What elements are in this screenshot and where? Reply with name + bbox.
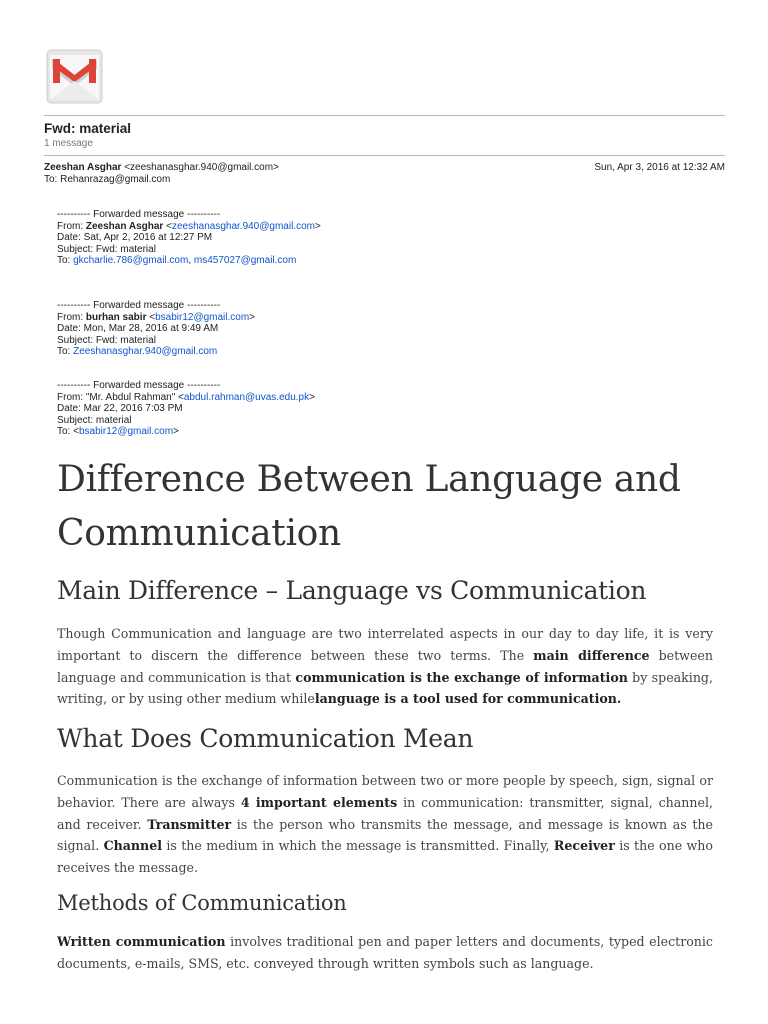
forward-to: To: <bsabir12@gmail.com> xyxy=(57,426,179,438)
forward-date: Date: Mar 22, 2016 7:03 PM xyxy=(57,403,183,415)
message-header xyxy=(44,162,725,186)
forward-subject: Subject: material xyxy=(57,414,132,426)
forwarded-message-1 xyxy=(57,209,321,267)
sender-name: Zeeshan Asghar xyxy=(44,162,122,173)
forward-subject: Subject: Fwd: material xyxy=(57,243,156,255)
forwarded-message-3 xyxy=(57,380,315,438)
from-email-link[interactable]: bsabir12@gmail.com xyxy=(155,311,250,323)
to-email-link[interactable]: bsabir12@gmail.com xyxy=(78,426,174,438)
email-subject: Fwd: material xyxy=(44,121,132,136)
sender-email: <zeeshanasghar.940@gmail.com> xyxy=(124,162,279,173)
subject-divider xyxy=(44,155,725,156)
forward-to: To: Zeeshanasghar.940@gmail.com xyxy=(57,346,218,358)
forward-banner: ---------- Forwarded message ---------- xyxy=(57,209,221,220)
recipient-line: To: Rehanrazag@gmail.com xyxy=(44,174,171,185)
forward-to: To: gkcharlie.786@gmail.com, ms457027@gmail.com xyxy=(57,255,297,267)
paragraph-written-communication: Written communication involves traditional pen and paper letters and documents, typed electronic documents, e-mails, SMS, etc. conveyed through written symbols such as language. xyxy=(57,934,713,971)
to-email-link[interactable]: ms457027@gmail.com xyxy=(193,255,297,267)
to-email-link[interactable]: gkcharlie.786@gmail.com xyxy=(73,255,189,267)
from-email-link[interactable]: zeeshanasghar.940@gmail.com xyxy=(171,220,315,232)
forward-from: From: "Mr. Abdul Rahman" <abdul.rahman@uvas.edu.pk> xyxy=(57,391,315,403)
forward-subject: Subject: Fwd: material xyxy=(57,334,156,346)
article-title: Difference Between Language and Communication xyxy=(57,459,681,554)
forward-banner: ---------- Forwarded message ---------- xyxy=(57,300,221,311)
forward-from: From: Zeeshan Asghar <zeeshanasghar.940@gmail.com> xyxy=(57,220,321,232)
message-date: Sun, Apr 3, 2016 at 12:32 AM xyxy=(594,162,725,173)
forward-banner: ---------- Forwarded message ---------- xyxy=(57,380,221,391)
to-email-link[interactable]: Zeeshanasghar.940@gmail.com xyxy=(73,346,218,358)
forward-date: Date: Mon, Mar 28, 2016 at 9:49 AM xyxy=(57,323,219,335)
section-heading-main-difference: Main Difference – Language vs Communication xyxy=(57,576,647,605)
gmail-icon xyxy=(46,47,103,105)
forward-date: Date: Sat, Apr 2, 2016 at 12:27 PM xyxy=(57,232,213,244)
forwarded-message-2 xyxy=(57,300,255,358)
section-heading-communication: What Does Communication Mean xyxy=(57,724,474,753)
paragraph-main-difference: Though Communication and language are two interrelated aspects in our day to day life, it is very important to discern the difference between these two terms. The main difference between language and communication is that communication is the exchange of information by speaking, writing, or by using other medium whilelanguage is a tool used for communication. xyxy=(57,626,713,707)
from-email-link[interactable]: abdul.rahman@uvas.edu.pk xyxy=(183,391,310,403)
message-count: 1 message xyxy=(44,138,93,149)
paragraph-communication: Communication is the exchange of information between two or more people by speech, sign, signal or behavior. There are always 4 important elements in communication: transmitter, signal, channel, and receiver. Transmitter is the person who transmits the message, and message is known as the signal. Channel is the medium in which the message is transmitted. Finally, Receiver is the one who receives the message. xyxy=(57,773,713,876)
forward-from: From: burhan sabir <bsabir12@gmail.com> xyxy=(57,311,256,323)
header-divider xyxy=(44,115,725,116)
section-heading-methods: Methods of Communication xyxy=(57,891,347,915)
